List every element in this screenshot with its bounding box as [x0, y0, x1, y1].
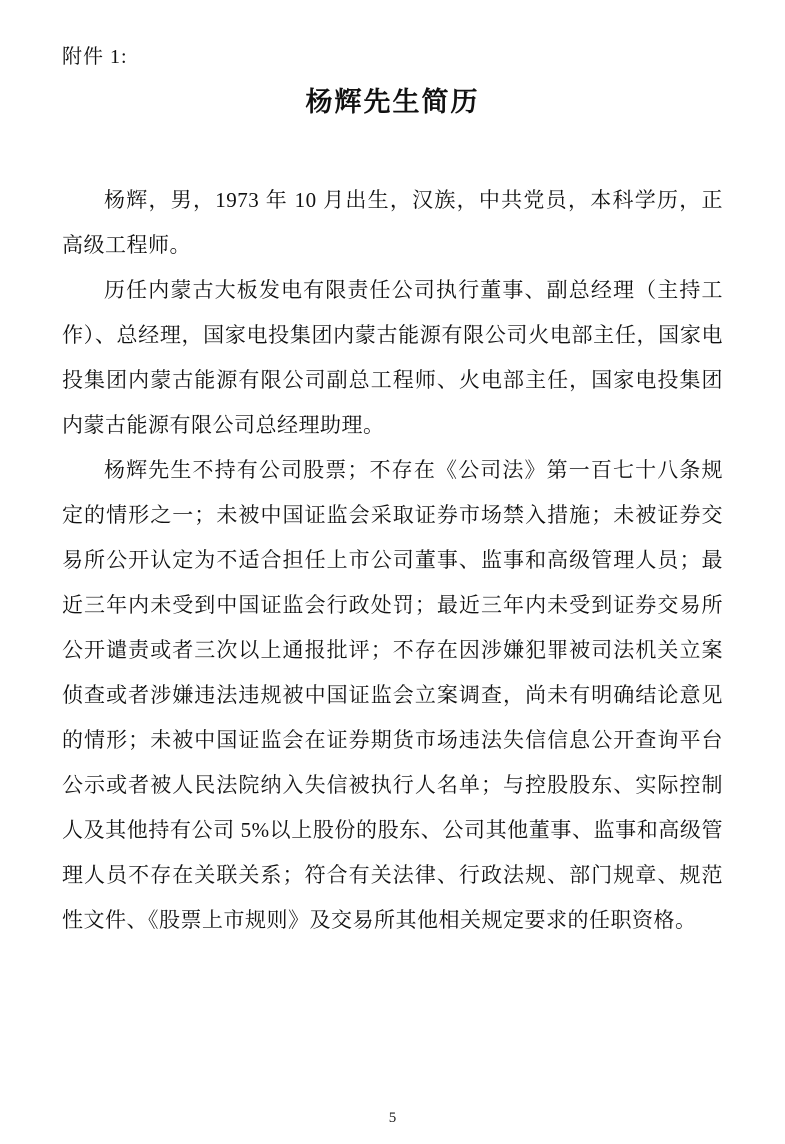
paragraph-qualifications: 杨辉先生不持有公司股票；不存在《公司法》第一百七十八条规定的情形之一；未被中国证监会采取证券市场禁入措施；未被证券交易所公开认定为不适合担任上市公司董事、监事和高级管理人员；最近三年内未受到中国证监会行政处罚；最近三年内未受到证券交易所公开谴责或者三次以上通报批评；不存在因涉嫌犯罪被司法机关立案侦查或者涉嫌违法违规被中国证监会立案调查，尚未有明确结论意见的情形；未被中国证监会在证券期货市场违法失信信息公开查询平台公示或者被人民法院纳入失信被执行人名单；与控股股东、实际控制人及其他持有公司 5%以上股份的股东、公司其他董事、监事和高级管理人员不存在关联关系；符合有关法律、行政法规、部门规章、规范性文件、《股票上市规则》及交易所其他相关规定要求的任职资格。 — [62, 458, 723, 932]
attachment-label: 附件 1: — [62, 46, 128, 68]
page-number: 5 — [388, 1110, 397, 1126]
paragraph-bio: 杨辉，男，1973 年 10 月出生，汉族，中共党员，本科学历，正高级工程师。 — [62, 188, 723, 257]
document-body — [62, 178, 723, 943]
paragraph-career: 历任内蒙古大板发电有限责任公司执行董事、副总经理（主持工作）、总经理，国家电投集团内蒙古能源有限公司火电部主任，国家电投集团内蒙古能源有限公司副总工程师、火电部主任，国家电投集团内蒙古能源有限公司总经理助理。 — [62, 278, 723, 437]
page-title: 杨辉先生简历 — [305, 87, 480, 117]
